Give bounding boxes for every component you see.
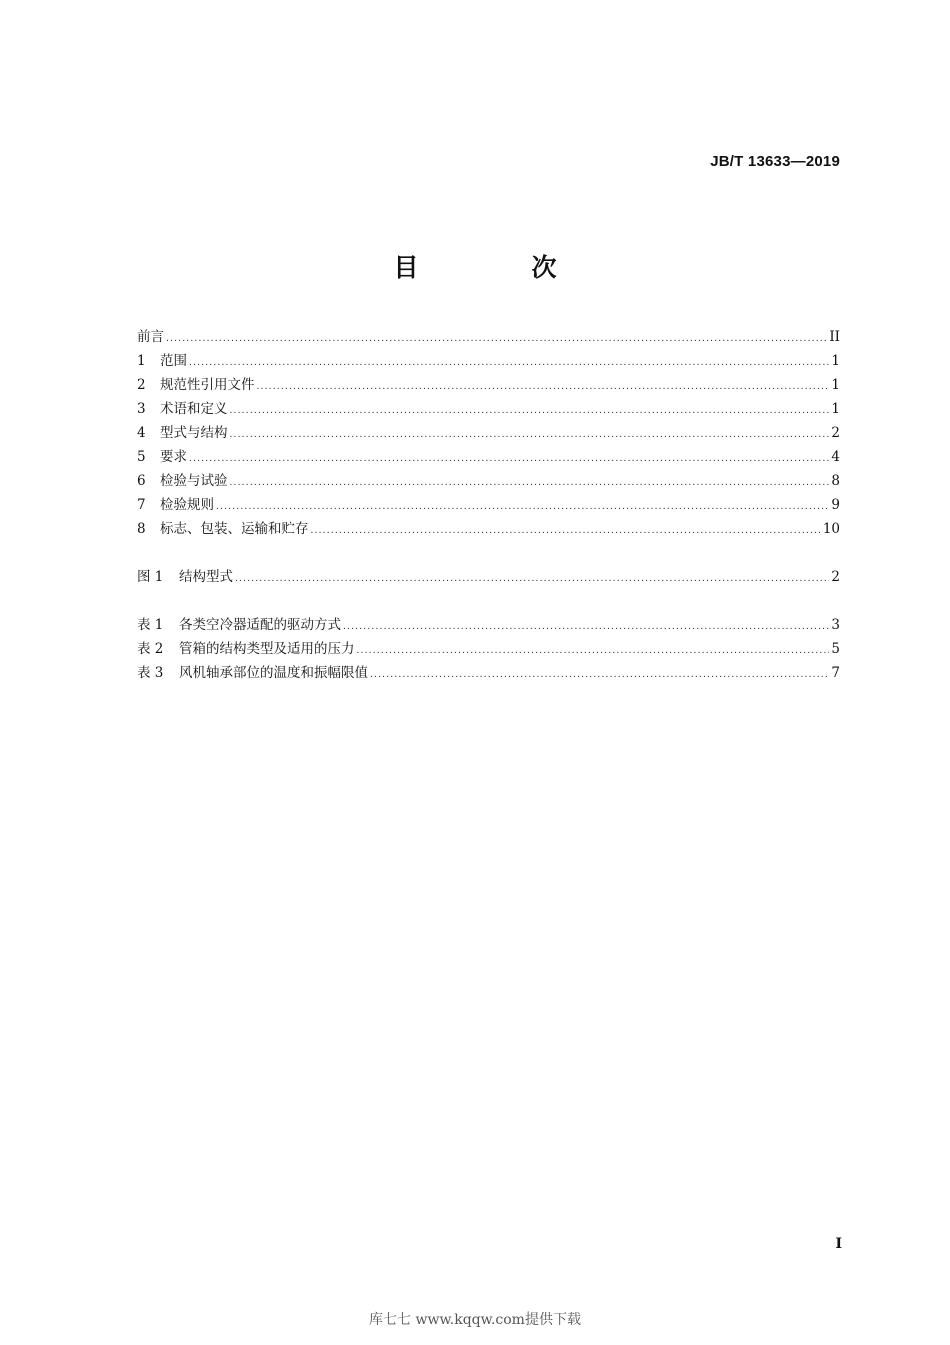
toc-entry-chapter-5[interactable] bbox=[137, 445, 840, 469]
leader-dots bbox=[343, 622, 829, 632]
toc-entry-page: 1 bbox=[831, 401, 840, 417]
chapter-list bbox=[137, 325, 840, 541]
toc-entry-page: 4 bbox=[831, 449, 840, 465]
download-footer: 库七七 www.kqqw.com提供下载 bbox=[369, 1312, 581, 1328]
toc-entry-chapter-1[interactable] bbox=[137, 349, 840, 373]
leader-dots bbox=[230, 430, 830, 440]
toc-entry-label: 规范性引用文件 bbox=[160, 377, 255, 393]
toc-entry-label: 各类空冷器适配的驱动方式 bbox=[179, 617, 341, 633]
toc-entry-number: 3 bbox=[137, 401, 146, 417]
toc-entry-page: II bbox=[829, 329, 840, 345]
toc-entry-table-1[interactable] bbox=[137, 613, 840, 637]
toc-entry-figure-1[interactable] bbox=[137, 565, 840, 589]
toc-entry-label: 结构型式 bbox=[179, 569, 233, 585]
toc-entry-table-2[interactable] bbox=[137, 637, 840, 661]
toc-entry-label: 检验规则 bbox=[160, 497, 214, 513]
toc-entry-number: 8 bbox=[137, 521, 146, 537]
toc-entry-prefix: 图 1 bbox=[137, 569, 164, 585]
toc-entry-page: 5 bbox=[831, 641, 840, 657]
toc-entry-label: 管箱的结构类型及适用的压力 bbox=[179, 641, 355, 657]
toc-entry-label: 型式与结构 bbox=[160, 425, 228, 441]
toc-entry-page: 2 bbox=[831, 569, 840, 585]
toc-entry-chapter-8[interactable] bbox=[137, 517, 840, 541]
toc-entry-page: 1 bbox=[831, 377, 840, 393]
toc-entry-label: 前言 bbox=[137, 329, 164, 345]
page-number: I bbox=[835, 1236, 842, 1252]
leader-dots bbox=[257, 382, 830, 392]
toc-entry-chapter-6[interactable] bbox=[137, 469, 840, 493]
toc-entry-label: 要求 bbox=[160, 449, 187, 465]
table-list bbox=[137, 613, 840, 685]
toc-entry-number: 4 bbox=[137, 425, 146, 441]
section-spacer bbox=[137, 589, 840, 613]
toc-entry-label: 术语和定义 bbox=[160, 401, 228, 417]
leader-dots bbox=[357, 646, 830, 656]
toc-entry-prefix: 表 1 bbox=[137, 617, 164, 633]
toc-entry-chapter-7[interactable] bbox=[137, 493, 840, 517]
standard-code: JB/T 13633—2019 bbox=[710, 153, 840, 170]
page-title: 目 次 bbox=[393, 253, 601, 282]
toc-entry-chapter-3[interactable] bbox=[137, 397, 840, 421]
leader-dots bbox=[230, 478, 830, 488]
toc-entry-number: 1 bbox=[137, 353, 146, 369]
toc-entry-page: 1 bbox=[831, 353, 840, 369]
toc-entry-preface[interactable] bbox=[137, 325, 840, 349]
toc-entry-number: 2 bbox=[137, 377, 146, 393]
toc-entry-page: 9 bbox=[831, 497, 840, 513]
toc-entry-chapter-4[interactable] bbox=[137, 421, 840, 445]
figure-list bbox=[137, 565, 840, 589]
toc-entry-number: 6 bbox=[137, 473, 146, 489]
toc-entry-number: 7 bbox=[137, 497, 146, 513]
toc-entry-label: 检验与试验 bbox=[160, 473, 228, 489]
toc-entry-prefix: 表 2 bbox=[137, 641, 164, 657]
toc-entry-label: 标志、包装、运输和贮存 bbox=[160, 521, 309, 537]
toc-entry-table-3[interactable] bbox=[137, 661, 840, 685]
section-spacer bbox=[137, 541, 840, 565]
toc-entry-page: 8 bbox=[831, 473, 840, 489]
toc-entry-page: 7 bbox=[831, 665, 840, 681]
leader-dots bbox=[189, 454, 829, 464]
leader-dots bbox=[166, 334, 827, 344]
toc-entry-label: 风机轴承部位的温度和振幅限值 bbox=[179, 665, 368, 681]
toc-entry-page: 3 bbox=[831, 617, 840, 633]
table-of-contents bbox=[137, 325, 840, 685]
toc-entry-chapter-2[interactable] bbox=[137, 373, 840, 397]
leader-dots bbox=[370, 670, 829, 680]
toc-entry-prefix: 表 3 bbox=[137, 665, 164, 681]
leader-dots bbox=[216, 502, 829, 512]
leader-dots bbox=[230, 406, 830, 416]
toc-entry-label: 范围 bbox=[160, 353, 187, 369]
toc-entry-page: 2 bbox=[831, 425, 840, 441]
leader-dots bbox=[235, 574, 829, 584]
leader-dots bbox=[189, 358, 829, 368]
leader-dots bbox=[311, 526, 821, 536]
toc-entry-number: 5 bbox=[137, 449, 146, 465]
toc-entry-page: 10 bbox=[822, 521, 840, 537]
